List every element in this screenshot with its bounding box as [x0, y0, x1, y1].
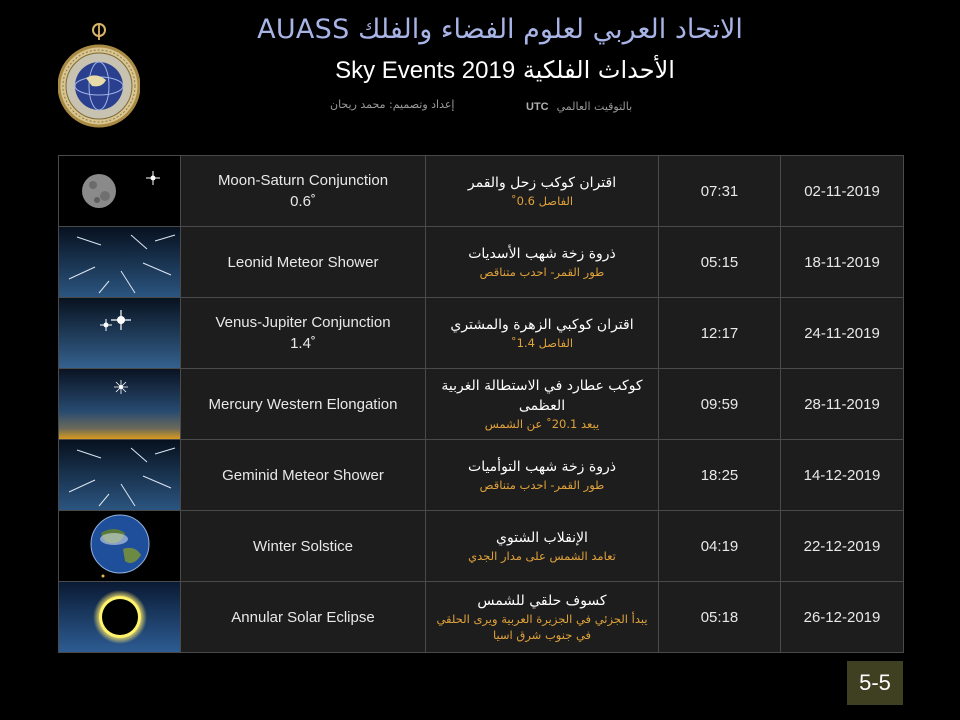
event-separation-english: 0.6˚: [290, 193, 316, 210]
event-time: 05:15: [659, 227, 781, 298]
page-number-badge: 5-5: [847, 661, 903, 705]
annular-eclipse-image: [59, 582, 181, 653]
timezone-note: [526, 100, 632, 113]
event-time: 18:25: [659, 440, 781, 511]
event-name-arabic-cell: [426, 582, 659, 653]
event-detail-arabic: يبدأ الجزئي في الجزيرة العربية ويرى الحلقي في جنوب شرق اسيا: [436, 612, 648, 642]
event-date: 26-12-2019: [781, 582, 904, 653]
event-detail-arabic: طور القمر- احدب متناقص: [479, 265, 605, 279]
moon-saturn-image: [59, 156, 181, 227]
event-time: 05:18: [659, 582, 781, 653]
event-name-english: Winter Solstice: [252, 537, 354, 555]
event-name-arabic: كوكب عطارد في الاستطالة الغربية العظمى: [441, 378, 643, 414]
earth-globe-image: [59, 511, 181, 582]
event-name-arabic: اقتران كوكبي الزهرة والمشتري: [450, 317, 634, 333]
event-name-arabic-cell: [426, 227, 659, 298]
event-separation-english: 1.4˚: [290, 335, 316, 352]
event-date: 18-11-2019: [781, 227, 904, 298]
page-title: الاتحاد العربي لعلوم الفضاء والفلك AUASS: [257, 14, 743, 45]
event-name-arabic: ذروة زخة شهب الأسديات: [468, 246, 616, 262]
meteor-shower-image: [59, 227, 181, 298]
utc-arabic-label: بالتوقيت العالمي: [556, 100, 633, 113]
event-row: [59, 156, 904, 227]
venus-jupiter-image: [59, 298, 181, 369]
event-name-arabic-cell: [426, 156, 659, 227]
auass-logo: [58, 22, 140, 132]
event-name-english: Moon-Saturn Conjunction: [217, 172, 389, 189]
event-row: [59, 511, 904, 582]
event-name-english-cell: [181, 227, 426, 298]
event-date: 28-11-2019: [781, 369, 904, 440]
event-name-arabic-cell: [426, 369, 659, 440]
event-row: [59, 582, 904, 653]
event-row: [59, 369, 904, 440]
event-date: 02-11-2019: [781, 156, 904, 227]
event-name-english: Leonid Meteor Shower: [227, 253, 379, 271]
event-name-arabic-cell: [426, 511, 659, 582]
event-time: 09:59: [659, 369, 781, 440]
event-detail-arabic: طور القمر- احدب متناقص: [479, 478, 605, 492]
event-name-arabic: كسوف حلقي للشمس: [477, 593, 607, 609]
design-credit: إعداد وتصميم: محمد ريحان: [330, 98, 455, 111]
event-name-arabic-cell: [426, 298, 659, 369]
mercury-elongation-image: [59, 369, 181, 440]
meteor-shower-image: [59, 440, 181, 511]
event-name-english: Geminid Meteor Shower: [222, 466, 384, 484]
event-name-english-cell: [181, 156, 426, 227]
event-name-arabic-cell: [426, 440, 659, 511]
event-row: [59, 440, 904, 511]
subtitle-arabic: الأحداث الفلكية: [522, 56, 675, 84]
event-row: [59, 298, 904, 369]
event-detail-arabic: يبعد 20.1˚ عن الشمس: [484, 417, 600, 431]
subtitle-english: Sky Events 2019: [335, 57, 516, 84]
event-name-english-cell: [181, 511, 426, 582]
event-date: 24-11-2019: [781, 298, 904, 369]
event-name-english-cell: [181, 440, 426, 511]
event-name-english: Annular Solar Eclipse: [231, 608, 375, 626]
event-detail-arabic: الفاصل 1.4˚: [510, 336, 574, 350]
event-name-english: Mercury Western Elongation: [208, 395, 398, 413]
event-time: 04:19: [659, 511, 781, 582]
event-name-english: Venus-Jupiter Conjunction: [215, 314, 391, 331]
event-time: 12:17: [659, 298, 781, 369]
event-row: [59, 227, 904, 298]
event-name-english-cell: [181, 298, 426, 369]
event-date: 14-12-2019: [781, 440, 904, 511]
event-date: 22-12-2019: [781, 511, 904, 582]
event-detail-arabic: تعامد الشمس على مدار الجدي: [468, 549, 616, 563]
event-detail-arabic: الفاصل 0.6˚: [510, 194, 574, 208]
event-time: 07:31: [659, 156, 781, 227]
event-name-english-cell: [181, 582, 426, 653]
event-name-english-cell: [181, 369, 426, 440]
page-subtitle: [200, 56, 800, 90]
event-name-arabic: الإنقلاب الشتوي: [496, 530, 588, 546]
events-table: [58, 155, 904, 653]
event-name-arabic: ذروة زخة شهب التوأميات: [468, 459, 616, 475]
utc-label: UTC: [526, 101, 549, 113]
event-name-arabic: اقتران كوكب زحل والقمر: [467, 175, 617, 191]
